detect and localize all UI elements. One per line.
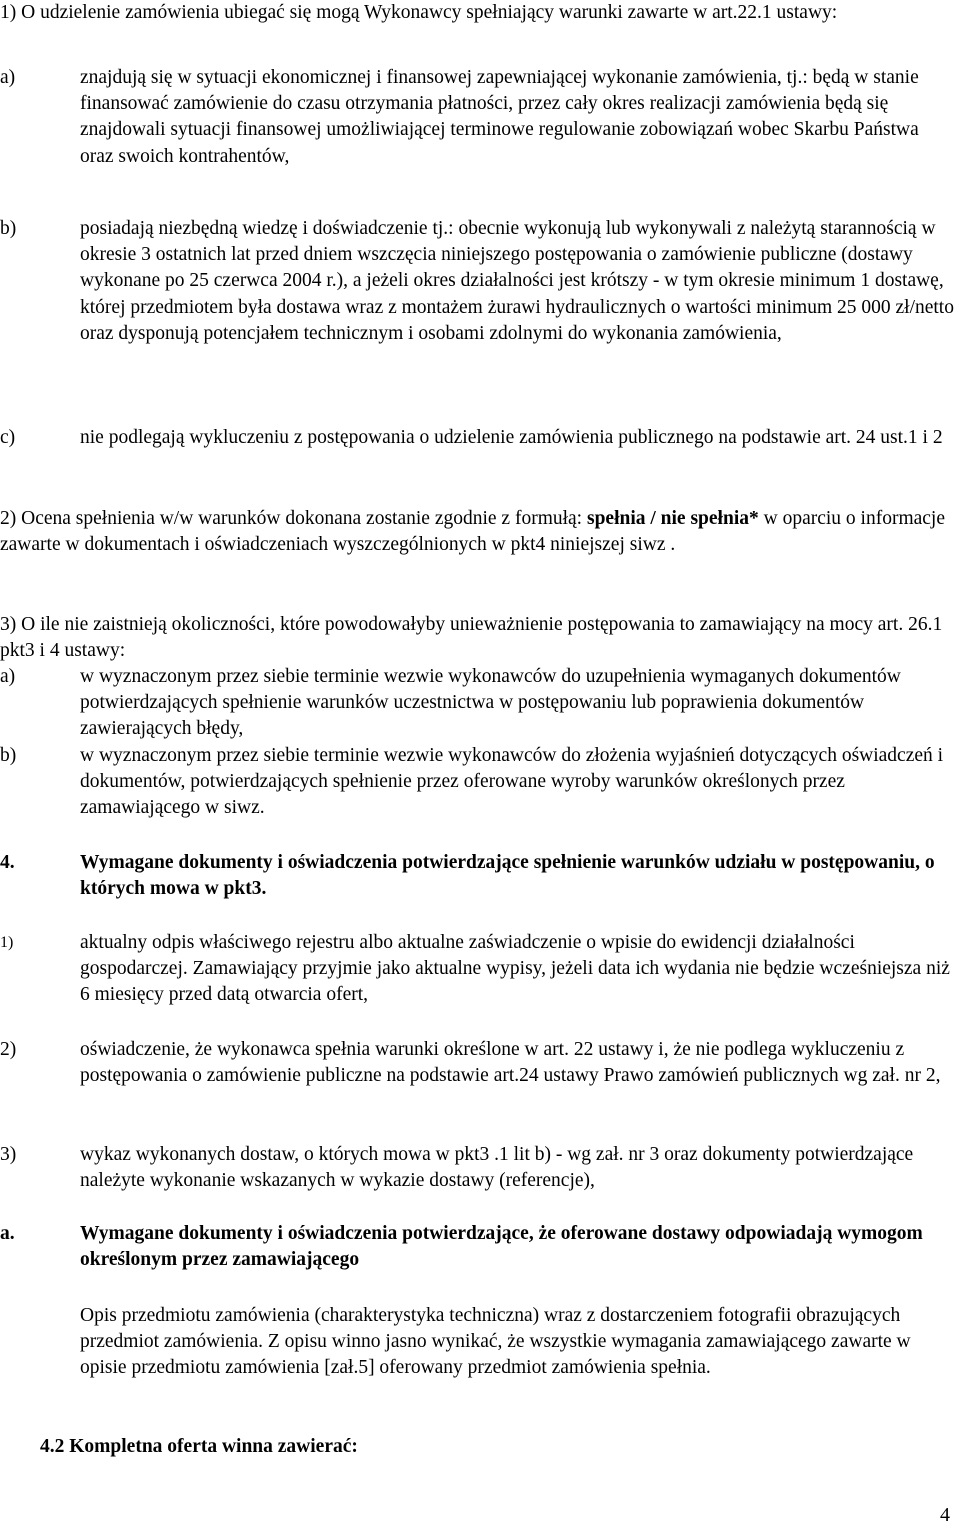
list-item-text: w wyznaczonym przez siebie terminie wezwie wykonawców do uzupełnienia wymaganych dokumentów potwierdzających spełnienie warunków uczestnictwa w postępowaniu lub poprawienia dokumentów zawierających błędy,: [80, 666, 901, 740]
list-item-text: w wyznaczonym przez siebie terminie wezwie wykonawców do złożenia wyjaśnień dotyczących oświadczeń i dokumentów, potwierdzających spełnienie przez oferowane wyroby warunków określonych przez zamawiającego w siwz.: [80, 745, 944, 819]
paragraph-3: 3) O ile nie zaistnieją okoliczności, które powodowałyby unieważnienie postępowania to zamawiający na mocy art. 26.1 pkt3 i 4 ustawy:: [0, 614, 943, 662]
paragraph-2-text-before: 2) Ocena spełnienia w/w warunków dokonana zostanie zgodnie z formułą:: [0, 508, 587, 529]
paragraph-1: [0, 0, 955, 26]
list-marker: 3): [0, 1144, 17, 1165]
section-4-2-heading: 4.2 Kompletna oferta winna zawierać:: [40, 1436, 358, 1457]
list-item-1c: [0, 425, 955, 451]
list-item-text: aktualny odpis właściwego rejestru albo aktualne zaświadczenie o wpisie do ewidencji działalności gospodarczej. Zamawiający przyjmie jako aktualne wypisy, jeżeli data ich wydania nie będzie wcześniejsza niż 6 miesięcy przed datą otwarcia ofert,: [80, 932, 950, 1006]
paragraph-2: [0, 506, 955, 558]
list-item-4-3: [0, 1142, 955, 1194]
list-marker: b): [0, 218, 17, 239]
paragraph-1-text: O udzielenie zamówienia ubiegać się mogą Wykonawcy spełniający warunki zawarte w art.22.1 ustawy:: [21, 2, 838, 23]
list-marker: c): [0, 427, 16, 448]
list-item-3a: [0, 664, 955, 743]
list-marker: a): [0, 67, 16, 88]
list-item-4-2: [0, 1037, 955, 1089]
list-item-text: nie podlegają wykluczeniu z postępowania o udzielenie zamówienia publicznego na podstawie art. 24 ust.1 i 2: [80, 427, 943, 448]
list-item-text: wykaz wykonanych dostaw, o których mowa w pkt3 .1 lit b) - wg zał. nr 3 oraz dokumenty potwierdzające należyte wykonanie wskazanych w wykazie dostawy (referencje),: [80, 1144, 914, 1192]
list-item-text: znajdują się w sytuacji ekonomicznej i finansowej zapewniającej wykonanie zamówienia, tj.: będą w stanie finansować zamówienie do czasu otrzymania płatności, przez cały okres realizacji zamówienia będą się znajdowali sytuacji finansowej umożliwiającej terminowe regulowanie zobowiązań wobec Skarbu Państwa oraz swoich kontrahentów,: [80, 67, 919, 167]
list-marker: b): [0, 745, 17, 766]
section-heading-text: Wymagane dokumenty i oświadczenia potwierdzające spełnienie warunków udziału w postępowaniu, o których mowa w pkt3.: [80, 852, 935, 900]
list-marker: 1): [0, 934, 14, 951]
paragraph-2-text-after: w oparciu o informacje zawarte w dokumentach i oświadczeniach wyszczególnionych w pkt4 niniejszej siwz .: [0, 508, 945, 556]
paragraph-1-marker: 1): [0, 2, 17, 23]
section-4-heading: [0, 850, 955, 902]
list-item-text: posiadają niezbędną wiedzę i doświadczenie tj.: obecnie wykonują lub wykonywali z należytą starannością w okresie 3 ostatnich lat przed dniem wszczęcia niniejszego postępowania o zamówienie publiczne (dostawy wykonane po 25 czerwca 2004 r.), a jeżeli okres działalności jest krótszy - w tym okresie minimum 1 dostawę, której przedmiotem była dostawa wraz z montażem żurawi hydraulicznych o wartości minimum 25 000 zł/netto oraz dysponują potencjałem technicznym i osobami zdolnymi do wykonania zamówienia,: [80, 218, 954, 344]
page-number: 4: [940, 1504, 950, 1526]
paragraph-2-bold-formula: spełnia / nie spełnia*: [586, 508, 759, 529]
list-item-4-1: [0, 930, 955, 1009]
section-a-body: Opis przedmiotu zamówienia (charakterystyka techniczna) wraz z dostarczeniem fotografii obrazujących przedmiot zamówienia. Z opisu winno jasno wynikać, że wszystkie wymagania zamawiającego zawarte w opisie przedmiotu zamówienia [zał.5] oferowany przedmiot zamówienia spełnia.: [80, 1305, 911, 1379]
section-heading-text: Wymagane dokumenty i oświadczenia potwierdzające, że oferowane dostawy odpowiadają wymogom określonym przez zamawiającego: [80, 1223, 923, 1271]
list-marker: 2): [0, 1039, 17, 1060]
list-item-3b: [0, 743, 955, 822]
section-a-heading: [0, 1221, 955, 1273]
list-item-1a: [0, 65, 955, 170]
list-item-text: oświadczenie, że wykonawca spełnia warunki określone w art. 22 ustawy i, że nie podlega wykluczeniu z postępowania o zamówienie publiczne na podstawie art.24 ustawy Prawo zamówień publicznych wg zał. nr 2,: [80, 1039, 941, 1087]
list-item-1b: [0, 216, 955, 347]
section-marker: a.: [0, 1223, 15, 1244]
list-marker: a): [0, 666, 16, 687]
section-marker: 4.: [0, 852, 15, 873]
